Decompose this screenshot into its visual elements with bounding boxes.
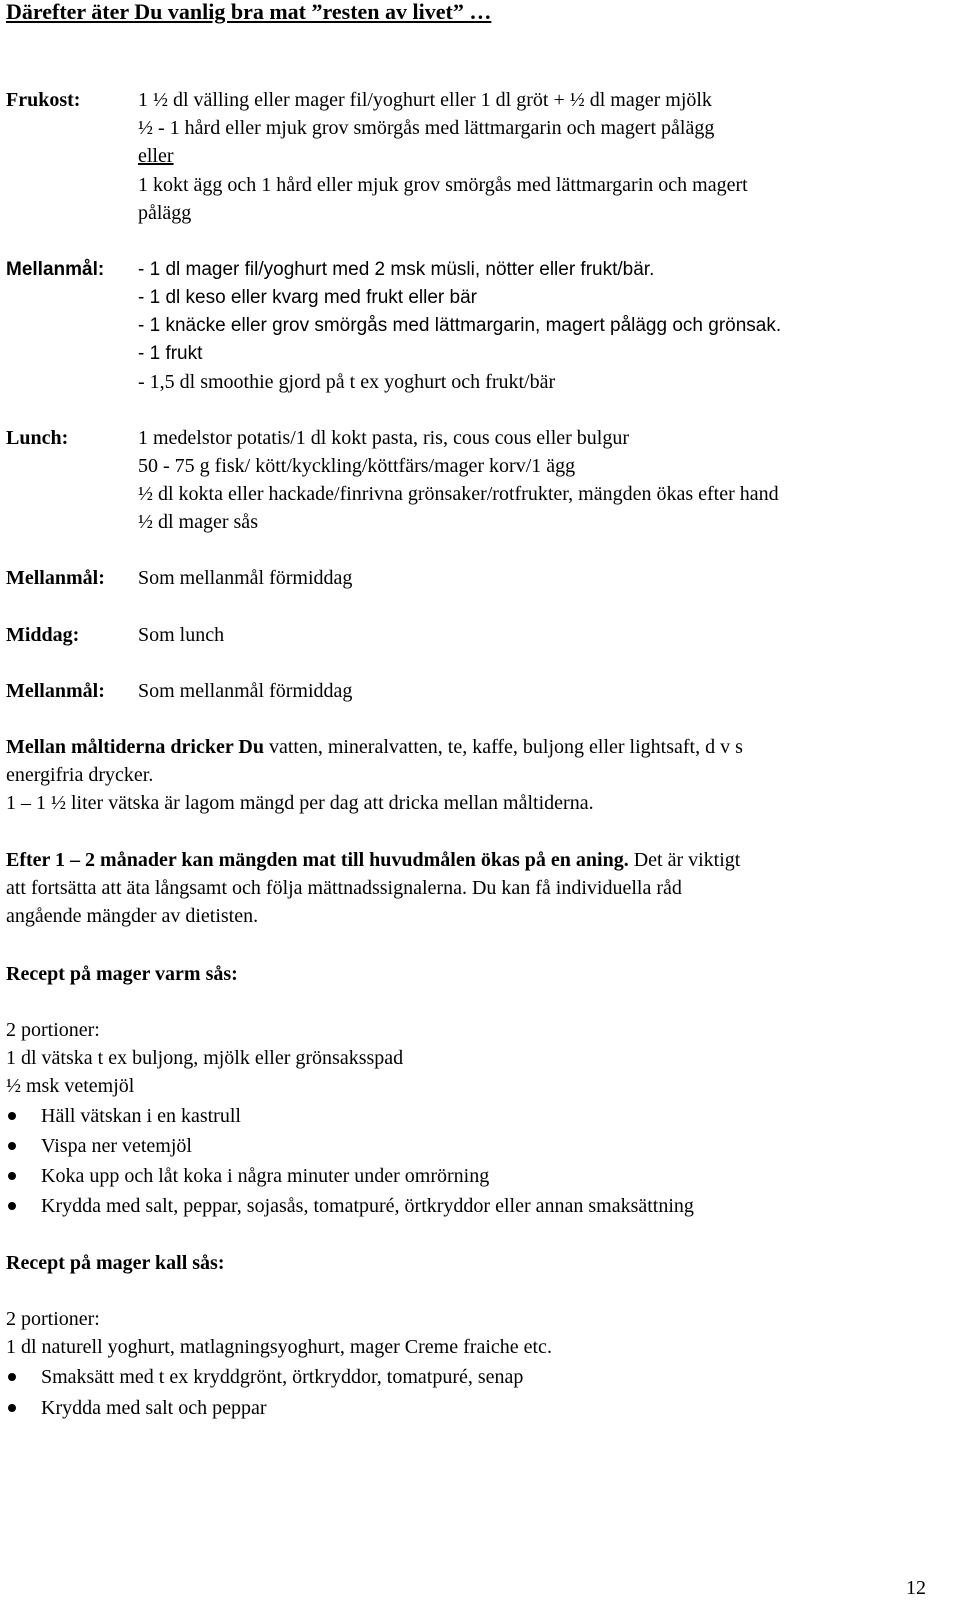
mellanmal-label: Mellanmål: xyxy=(6,680,105,702)
cold-sauce-heading: Recept på mager kall sås: xyxy=(6,1252,225,1274)
after-line: angående mängder av dietisten. xyxy=(6,905,259,927)
mellanmal-label: Mellanmål: xyxy=(6,567,105,589)
frukost-line: 1 ½ dl välling eller mager fil/yoghurt eller 1 dl gröt + ½ dl mager mjölk xyxy=(138,89,712,111)
mellanmal-line: - 1 dl mager fil/yoghurt med 2 msk müsli, nötter eller frukt/bär. xyxy=(138,259,655,280)
frukost-line: 1 kokt ägg och 1 hård eller mjuk grov smörgås med lättmargarin och magert xyxy=(138,174,748,196)
frukost-line: ½ - 1 hård eller mjuk grov smörgås med lättmargarin och magert pålägg xyxy=(138,117,715,139)
frukost-label: Frukost: xyxy=(6,89,81,111)
lunch-line: ½ dl mager sås xyxy=(138,511,258,533)
bullet-icon xyxy=(8,1404,16,1412)
drinks-bold: Mellan måltiderna dricker Du xyxy=(6,736,264,758)
warm-sauce-portions: 2 portioner: xyxy=(6,1019,100,1041)
bullet-icon xyxy=(8,1112,16,1120)
warm-sauce-step: Vispa ner vetemjöl xyxy=(41,1135,192,1157)
mellanmal-text: Som mellanmål förmiddag xyxy=(138,680,353,702)
after-bold: Efter 1 – 2 månader kan mängden mat till huvudmålen ökas på en aning. xyxy=(6,849,629,871)
cold-sauce-step: Smaksätt med t ex kryddgrönt, örtkryddor, tomatpuré, senap xyxy=(41,1366,524,1388)
middag-text: Som lunch xyxy=(138,624,225,646)
cold-sauce-ingredient: 1 dl naturell yoghurt, matlagningsyoghurt, mager Creme fraiche etc. xyxy=(6,1336,552,1358)
warm-sauce-ingredient: ½ msk vetemjöl xyxy=(6,1075,135,1097)
frukost-line: pålägg xyxy=(138,202,192,224)
cold-sauce-portions: 2 portioner: xyxy=(6,1308,100,1330)
warm-sauce-step: Koka upp och låt koka i några minuter under omrörning xyxy=(41,1165,490,1187)
drinks-line: energifria drycker. xyxy=(6,764,154,786)
warm-sauce-heading: Recept på mager varm sås: xyxy=(6,963,238,985)
bullet-icon xyxy=(8,1172,16,1180)
cold-sauce-step: Krydda med salt och peppar xyxy=(41,1397,267,1419)
lunch-label: Lunch: xyxy=(6,427,69,449)
after-line: att fortsätta att äta långsamt och följa mättnadssignalerna. Du kan få individuella råd xyxy=(6,877,682,899)
mellanmal-line: - 1 knäcke eller grov smörgås med lättmargarin, magert pålägg och grönsak. xyxy=(138,315,782,336)
drinks-line xyxy=(6,735,743,759)
bullet-icon xyxy=(8,1142,16,1150)
page-number: 12 xyxy=(906,1577,926,1599)
warm-sauce-step: Krydda med salt, peppar, sojasås, tomatpuré, örtkryddor eller annan smaksättning xyxy=(41,1195,694,1217)
mellanmal-label: Mellanmål: xyxy=(6,259,105,280)
after-line xyxy=(6,848,740,872)
mellanmal-line: - 1 dl keso eller kvarg med frukt eller bär xyxy=(138,287,477,308)
frukost-line-or: eller xyxy=(138,145,174,167)
mellanmal-text: Som mellanmål förmiddag xyxy=(138,567,353,589)
mellanmal-line: - 1,5 dl smoothie gjord på t ex yoghurt och frukt/bär xyxy=(138,371,556,393)
bullet-icon xyxy=(8,1373,16,1381)
lunch-line: 50 - 75 g fisk/ kött/kyckling/köttfärs/mager korv/1 ägg xyxy=(138,455,576,477)
middag-label: Middag: xyxy=(6,624,80,646)
lunch-line: 1 medelstor potatis/1 dl kokt pasta, ris, cous cous eller bulgur xyxy=(138,427,630,449)
bullet-icon xyxy=(8,1202,16,1210)
drinks-line: 1 – 1 ½ liter vätska är lagom mängd per dag att dricka mellan måltiderna. xyxy=(6,792,594,814)
page-title: Därefter äter Du vanlig bra mat ”resten av livet” … xyxy=(6,0,492,24)
lunch-line: ½ dl kokta eller hackade/finrivna grönsaker/rotfrukter, mängden ökas efter hand xyxy=(138,483,779,505)
drinks-rest: vatten, mineralvatten, te, kaffe, buljong eller lightsaft, d v s xyxy=(263,736,743,758)
mellanmal-line: - 1 frukt xyxy=(138,343,203,364)
after-rest: Det är viktigt xyxy=(628,849,741,871)
warm-sauce-step: Häll vätskan i en kastrull xyxy=(41,1105,241,1127)
warm-sauce-ingredient: 1 dl vätska t ex buljong, mjölk eller grönsaksspad xyxy=(6,1047,404,1069)
